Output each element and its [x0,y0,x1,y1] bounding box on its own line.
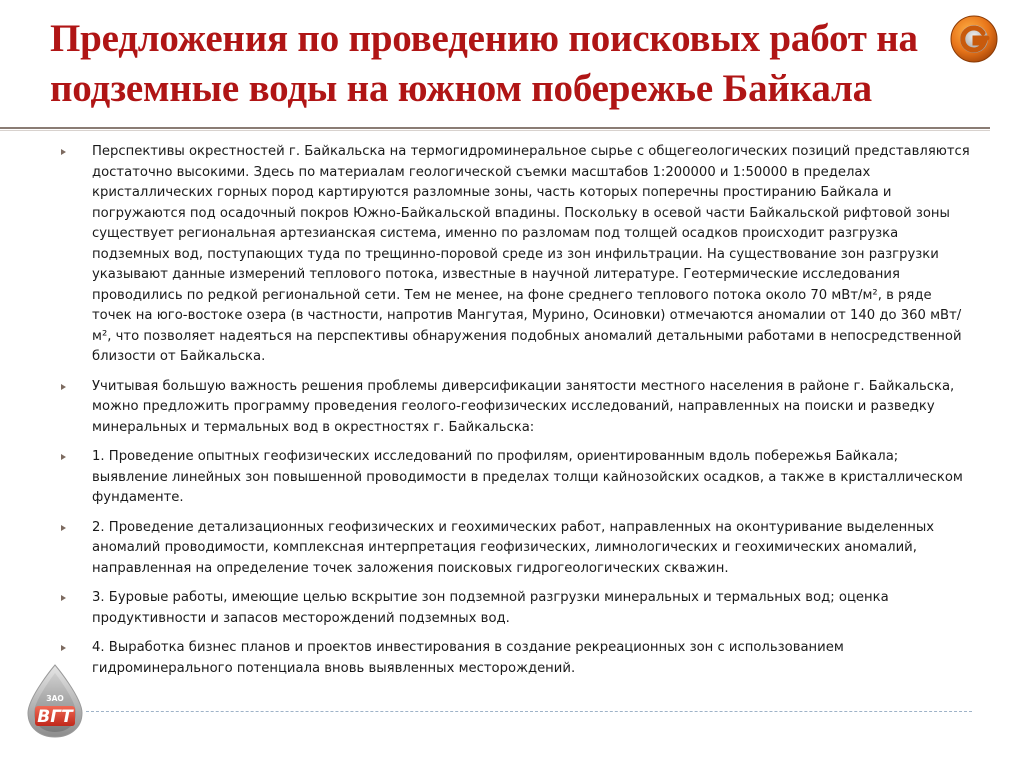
bullet-arrow-icon [61,384,66,390]
bullet-item [60,142,970,368]
bullet-arrow-icon [61,595,66,601]
bullet-text: 1. Проведение опытных геофизических исследований по профилям, ориентированным вдоль побережья Байкала; выявление линейных зон повышенной проводимости в пределах толщи кайнозойских осадков, а также в кристаллическом фундаменте. [92,449,963,505]
vgt-logo-icon [24,663,86,739]
bullet-item [60,377,970,439]
bullet-list [60,142,970,688]
footer-divider [86,711,972,712]
logo-small-text: ЗАО [46,694,64,703]
bullet-text: 4. Выработка бизнес планов и проектов инвестирования в создание рекреационных зон с использованием гидроминерального потенциала вновь выявленных месторождений. [92,640,844,676]
bullet-arrow-icon [61,645,66,651]
bullet-text: Учитывая большую важность решения проблемы диверсификации занятости местного населения в районе г. Байкальска, можно предложить программу проведения геолого-геофизических исследований, направленных на поиски и разведку минеральных и термальных вод в окрестностях г. Байкальска: [92,378,955,435]
company-logo-icon [949,14,999,64]
bullet-text: Перспективы окрестностей г. Байкальска на термогидроминеральное сырье с общегеологических позиций представляются достаточно высокими. Здесь по материалам геологической съемки масштабов 1:200000 и 1:50000 в пределах кристаллических горных пород картируются разломные зоны, часть которых поперечны простиранию Байкала и погружаются под осадочный покров Южно-Байкальской впадины. Поскольку в осевой части Байкальской рифтовой зоны существует региональная артезианская система, именно по разломам под толщей осадков происходит разгрузка подземных вод, поступающих туда по трещинно-поровой среде из зон инфильтрации. На существование зон разгрузки указывают данные измерений теплового потока, известные в научной литературе. Геотермические исследования проводились по редкой региональной сети. Тем не менее, на фоне среднего теплового потока около 70 мВт/м², в ряде точек на юго-востоке озера (в частности, напротив Мангутая, Мурино, Осиновки) отмечаются аномалии от 140 до 360 мВт/м², что позволяет надеяться на перспективы обнаружения подобных аномалий детальными работами в непосредственной близости от Байкальска. [92,144,970,364]
bullet-arrow-icon [61,525,66,531]
bullet-item [60,588,970,629]
bullet-arrow-icon [61,149,66,155]
bullet-item [60,447,970,509]
bullet-arrow-icon [61,454,66,460]
logo-big-text: ВГТ [37,707,73,727]
slide-title: Предложения по проведению поисковых работ на подземные воды на южном побережье Байкала [50,17,918,110]
bullet-text: 2. Проведение детализационных геофизических и геохимических работ, направленных на оконтуривание выделенных аномалий проводимости, комплексная интерпретация геофизических, лимнологических и геохимических аномалий, направленная на определение точек заложения поисковых гидрогеологических скважин. [92,519,935,576]
title-divider [0,127,990,129]
bullet-item [60,518,970,580]
bullet-text: 3. Буровые работы, имеющие целью вскрытие зон подземной разгрузки минеральных и термальных вод; оценка продуктивности и запасов месторождений подземных вод. [92,590,889,626]
bullet-item [60,638,970,679]
title-divider-shadow [0,130,990,131]
